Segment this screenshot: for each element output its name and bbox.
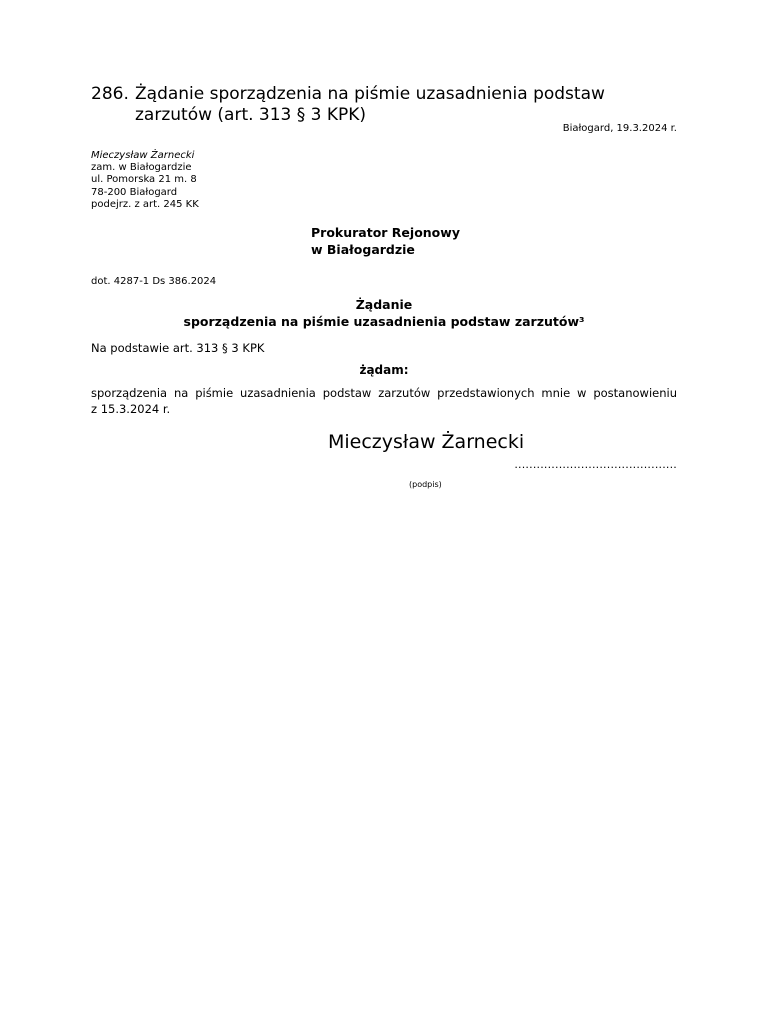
case-reference: dot. 4287-1 Ds 386.2024 [91,276,217,287]
demand-body-line-2: z 15.3.2024 r. [91,402,171,416]
handwritten-signature: Mieczysław Żarnecki [328,431,525,453]
sender-residence: zam. w Białogardzie [91,162,192,174]
document-title-line-2: sporządzenia na piśmie uzasadnienia podstaw zarzutów³ [183,314,585,329]
place-and-date: Białogard, 19.3.2024 r. [562,123,677,134]
demand-label: żądam: [359,363,409,377]
document-title [91,296,677,330]
sender-block [91,150,199,211]
sender-city: 78-200 Białogard [91,186,178,198]
heading-line-2: zarzutów (art. 313 § 3 KPK) [135,105,367,125]
legal-basis: Na podstawie art. 313 § 3 KPK [91,341,265,355]
demand-body [91,385,677,417]
heading-number: 286. [91,84,129,104]
sender-street: ul. Pomorska 21 m. 8 [91,174,197,186]
recipient-line-1: Prokurator Rejonowy [311,225,460,240]
heading-line-1: Żądanie sporządzenia na piśmie uzasadnienia podstaw [135,84,605,104]
demand-body-line-1: sporządzenia na piśmie uzasadnienia podstaw zarzutów przedstawionych mnie w postanowieniu [91,386,677,400]
signature-line: ............................................ [514,458,677,471]
heading-text [135,84,665,126]
document-title-line-1: Żądanie [355,297,413,312]
sender-name: Mieczysław Żarnecki [91,150,195,161]
recipient-block [311,224,460,258]
sender-status: podejrz. z art. 245 KK [91,198,199,210]
document-page [91,0,677,1024]
recipient-line-2: w Białogardzie [311,242,415,257]
signature-caption: (podpis) [409,480,442,489]
